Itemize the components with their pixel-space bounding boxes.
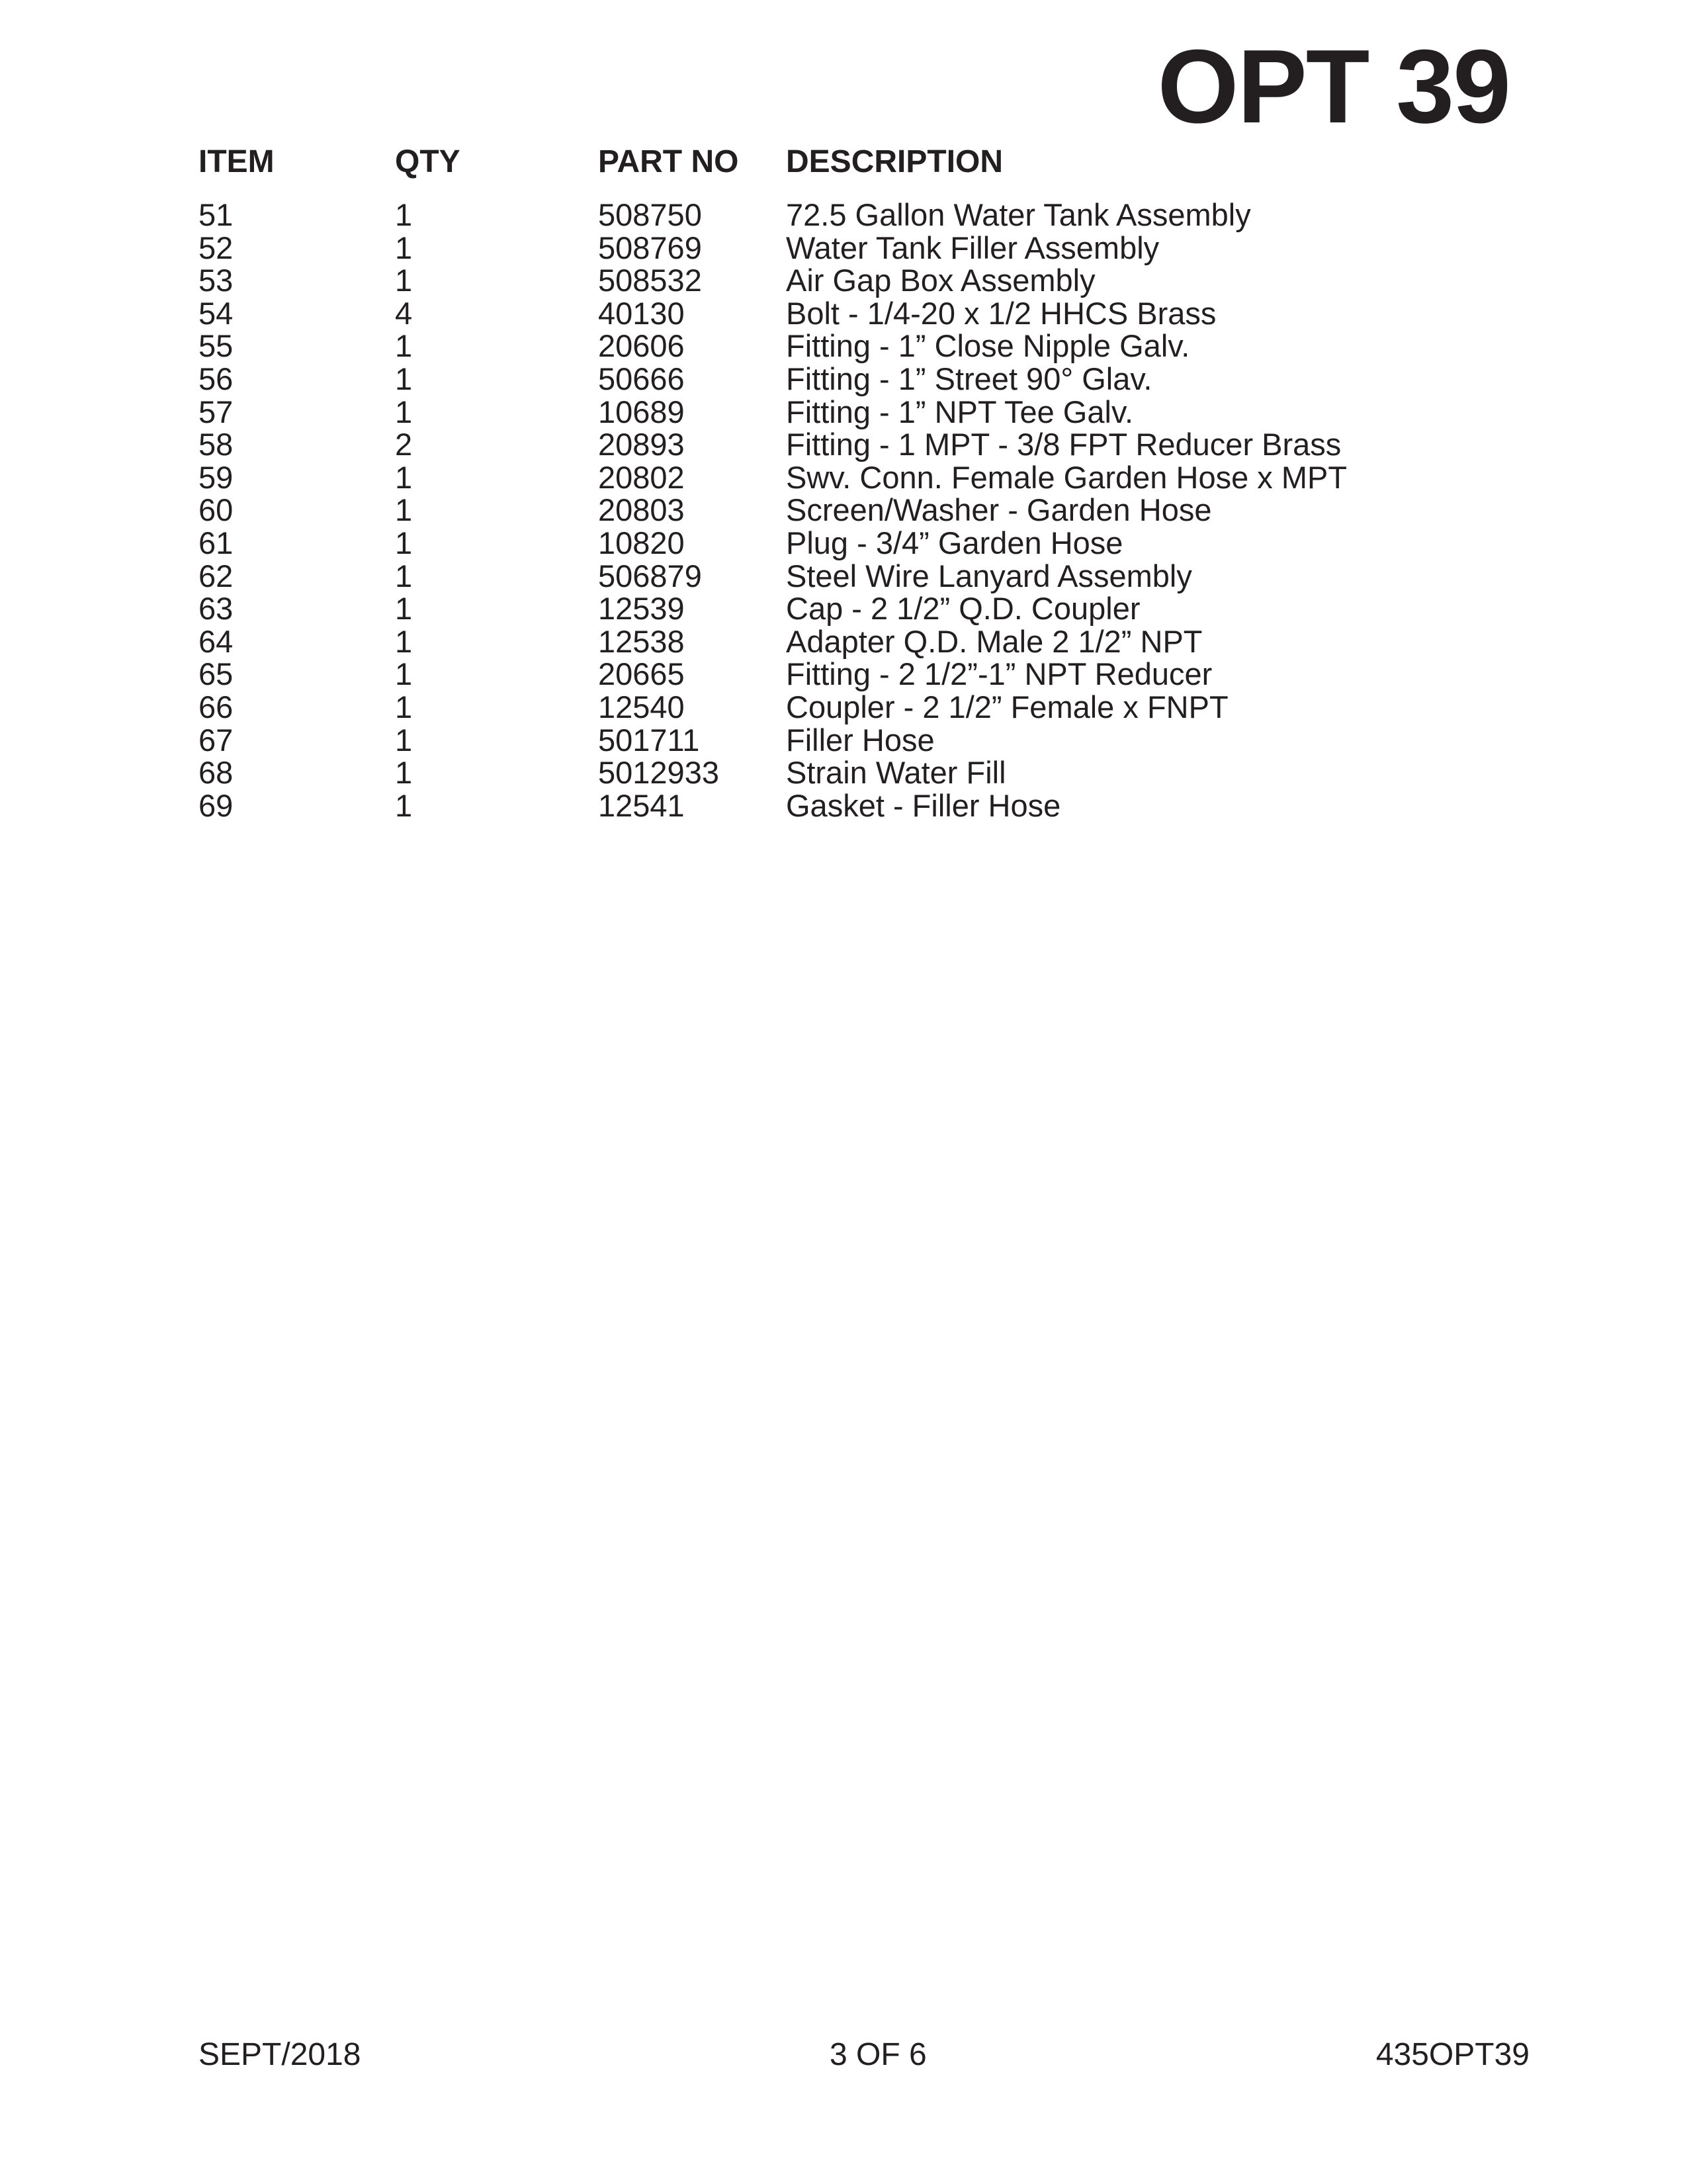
cell-part-no: 10820 <box>598 525 685 560</box>
cell-part-no: 506879 <box>598 558 702 593</box>
table-row <box>198 691 1522 724</box>
cell-description: Strain Water Fill <box>786 755 1006 791</box>
cell-qty: 1 <box>395 722 413 758</box>
table-row <box>198 264 1522 297</box>
table-body <box>198 198 1522 822</box>
cell-description: Fitting - 1” NPT Tee Galv. <box>786 394 1134 429</box>
header-description: DESCRIPTION <box>786 144 1004 179</box>
table-row <box>198 297 1522 330</box>
cell-part-no: 508769 <box>598 230 702 265</box>
cell-qty: 1 <box>395 755 413 791</box>
table-row <box>198 560 1522 593</box>
cell-part-no: 508750 <box>598 197 702 232</box>
cell-qty: 1 <box>395 361 413 396</box>
cell-item: 57 <box>198 394 234 429</box>
cell-item: 54 <box>198 295 234 331</box>
cell-item: 63 <box>198 591 234 627</box>
cell-qty: 1 <box>395 591 413 627</box>
header-part-no: PART NO <box>598 144 739 179</box>
cell-item: 56 <box>198 361 234 396</box>
cell-qty: 1 <box>395 787 413 823</box>
cell-part-no: 20802 <box>598 459 685 495</box>
table-row <box>198 363 1522 396</box>
cell-item: 51 <box>198 197 234 232</box>
cell-qty: 1 <box>395 230 413 265</box>
cell-part-no: 12538 <box>598 623 685 659</box>
cell-part-no: 20803 <box>598 492 685 528</box>
cell-item: 53 <box>198 263 234 298</box>
cell-description: Water Tank Filler Assembly <box>786 230 1160 265</box>
cell-description: Fitting - 1” Close Nipple Galv. <box>786 328 1190 364</box>
cell-description: Plug - 3/4” Garden Hose <box>786 525 1123 560</box>
table-row <box>198 592 1522 625</box>
cell-description: Filler Hose <box>786 722 935 758</box>
cell-item: 59 <box>198 459 234 495</box>
cell-item: 62 <box>198 558 234 593</box>
cell-description: Gasket - Filler Hose <box>786 787 1061 823</box>
cell-part-no: 40130 <box>598 295 685 331</box>
cell-part-no: 12540 <box>598 689 685 724</box>
table-row <box>198 396 1522 429</box>
table-row <box>198 232 1522 265</box>
table-row <box>198 724 1522 757</box>
table-row <box>198 428 1522 461</box>
cell-description: Bolt - 1/4-20 x 1/2 HHCS Brass <box>786 295 1217 331</box>
table-row <box>198 527 1522 560</box>
cell-qty: 1 <box>395 263 413 298</box>
cell-item: 68 <box>198 755 234 791</box>
parts-table <box>198 132 1522 822</box>
cell-description: Fitting - 1 MPT - 3/8 FPT Reducer Brass <box>786 427 1342 462</box>
table-row <box>198 625 1522 658</box>
header-qty: QTY <box>395 144 460 179</box>
cell-description: 72.5 Gallon Water Tank Assembly <box>786 197 1251 232</box>
cell-description: Screen/Washer - Garden Hose <box>786 492 1212 528</box>
cell-qty: 1 <box>395 525 413 560</box>
cell-qty: 4 <box>395 295 413 331</box>
cell-part-no: 20893 <box>598 427 685 462</box>
cell-qty: 1 <box>395 197 413 232</box>
cell-qty: 1 <box>395 558 413 593</box>
cell-part-no: 508532 <box>598 263 702 298</box>
cell-item: 60 <box>198 492 234 528</box>
table-row <box>198 658 1522 691</box>
cell-qty: 1 <box>395 656 413 692</box>
table-row <box>198 756 1522 789</box>
cell-description: Swv. Conn. Female Garden Hose x MPT <box>786 459 1348 495</box>
cell-part-no: 20665 <box>598 656 685 692</box>
cell-part-no: 501711 <box>598 722 700 758</box>
cell-description: Coupler - 2 1/2” Female x FNPT <box>786 689 1229 724</box>
cell-part-no: 50666 <box>598 361 685 396</box>
cell-item: 52 <box>198 230 234 265</box>
cell-item: 61 <box>198 525 234 560</box>
cell-item: 65 <box>198 656 234 692</box>
cell-part-no: 12539 <box>598 591 685 627</box>
cell-qty: 1 <box>395 328 413 364</box>
cell-description: Steel Wire Lanyard Assembly <box>786 558 1192 593</box>
cell-item: 58 <box>198 427 234 462</box>
table-header-row <box>198 132 1522 192</box>
cell-description: Air Gap Box Assembly <box>786 263 1096 298</box>
cell-qty: 2 <box>395 427 413 462</box>
header-item: ITEM <box>198 144 275 179</box>
cell-qty: 1 <box>395 689 413 724</box>
cell-item: 66 <box>198 689 234 724</box>
cell-qty: 1 <box>395 394 413 429</box>
cell-description: Cap - 2 1/2” Q.D. Coupler <box>786 591 1141 627</box>
table-row <box>198 461 1522 494</box>
cell-part-no: 10689 <box>598 394 685 429</box>
cell-item: 67 <box>198 722 234 758</box>
cell-qty: 1 <box>395 459 413 495</box>
cell-part-no: 12541 <box>598 787 685 823</box>
footer-doc-code: 435OPT39 <box>1375 2037 1530 2072</box>
cell-description: Fitting - 2 1/2”-1” NPT Reducer <box>786 656 1213 692</box>
cell-description: Fitting - 1” Street 90° Glav. <box>786 361 1152 396</box>
cell-part-no: 20606 <box>598 328 685 364</box>
table-row <box>198 494 1522 527</box>
footer-date: SEPT/2018 <box>198 2037 361 2072</box>
cell-qty: 1 <box>395 623 413 659</box>
cell-part-no: 5012933 <box>598 755 719 791</box>
table-row <box>198 789 1522 822</box>
footer-page-number: 3 OF 6 <box>830 2037 927 2072</box>
cell-item: 64 <box>198 623 234 659</box>
cell-description: Adapter Q.D. Male 2 1/2” NPT <box>786 623 1203 659</box>
page-title: OPT 39 <box>1157 28 1510 145</box>
table-row <box>198 329 1522 363</box>
cell-qty: 1 <box>395 492 413 528</box>
cell-item: 55 <box>198 328 234 364</box>
table-row <box>198 198 1522 232</box>
cell-item: 69 <box>198 787 234 823</box>
